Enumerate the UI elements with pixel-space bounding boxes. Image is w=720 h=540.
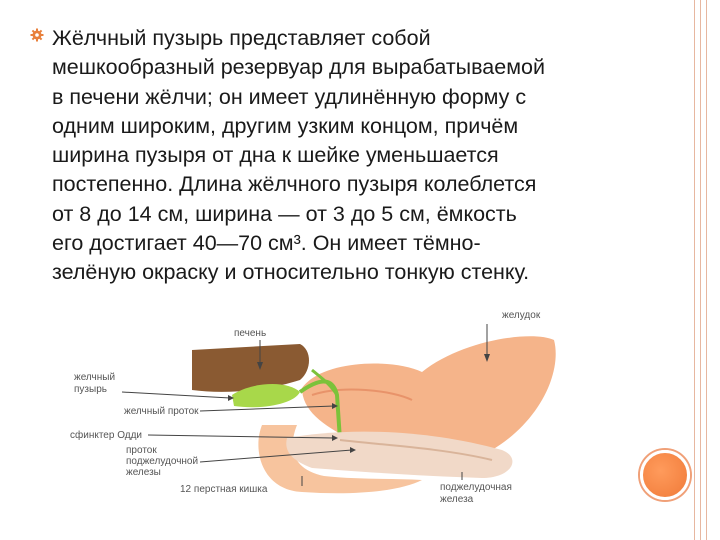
label-gallbladder-1: желчный (74, 372, 116, 383)
gallbladder-anatomy-illustration (62, 300, 592, 510)
frame-line (706, 0, 707, 540)
frame-line (694, 0, 695, 540)
label-pancreas-1: поджелудочная (440, 482, 512, 493)
paragraph-line: Жёлчный пузырь представляет собой (52, 26, 431, 50)
decorative-circle (640, 450, 690, 500)
label-duodenum: 12 перстная кишка (180, 484, 268, 495)
label-gallbladder-2: пузырь (74, 384, 107, 395)
frame-line (700, 0, 701, 540)
paragraph-line: ширина пузыря от дна к шейке уменьшается (52, 143, 499, 168)
pointer-gallbladder (122, 392, 230, 398)
anatomy-diagram (62, 300, 592, 510)
gear-icon (30, 28, 44, 42)
label-pancreatic-duct-1: проток (126, 445, 157, 456)
label-stomach: желудок (502, 310, 541, 321)
paragraph-line: от 8 до 14 см, ширина — от 3 до 5 см, ёмкость (52, 201, 517, 226)
label-pancreas-2: железа (440, 494, 474, 505)
label-bile-duct: желчный проток (124, 406, 199, 417)
label-liver: печень (234, 328, 267, 339)
paragraph-line: постепенно. Длина жёлчного пузыря колеблется (52, 172, 537, 197)
label-pancreatic-duct-2: поджелудочной (126, 456, 199, 467)
paragraph-line: мешкообразный резервуар для вырабатываемой (52, 55, 545, 80)
label-pancreatic-duct-3: железы (126, 467, 161, 478)
slide-paragraph (52, 24, 612, 288)
paragraph-line: зелёную окраску и относительно тонкую стенку. (52, 260, 530, 285)
paragraph-line: его достигает 40—70 см³. Он имеет тёмно- (52, 231, 481, 256)
paragraph-line: одним широким, другим узким концом, причём (52, 113, 519, 138)
liver-shape (192, 344, 309, 392)
label-sphincter: сфинктер Одди (70, 430, 143, 441)
paragraph-line: в печени жёлчи; он имеет удлинённую форму с (52, 84, 527, 109)
